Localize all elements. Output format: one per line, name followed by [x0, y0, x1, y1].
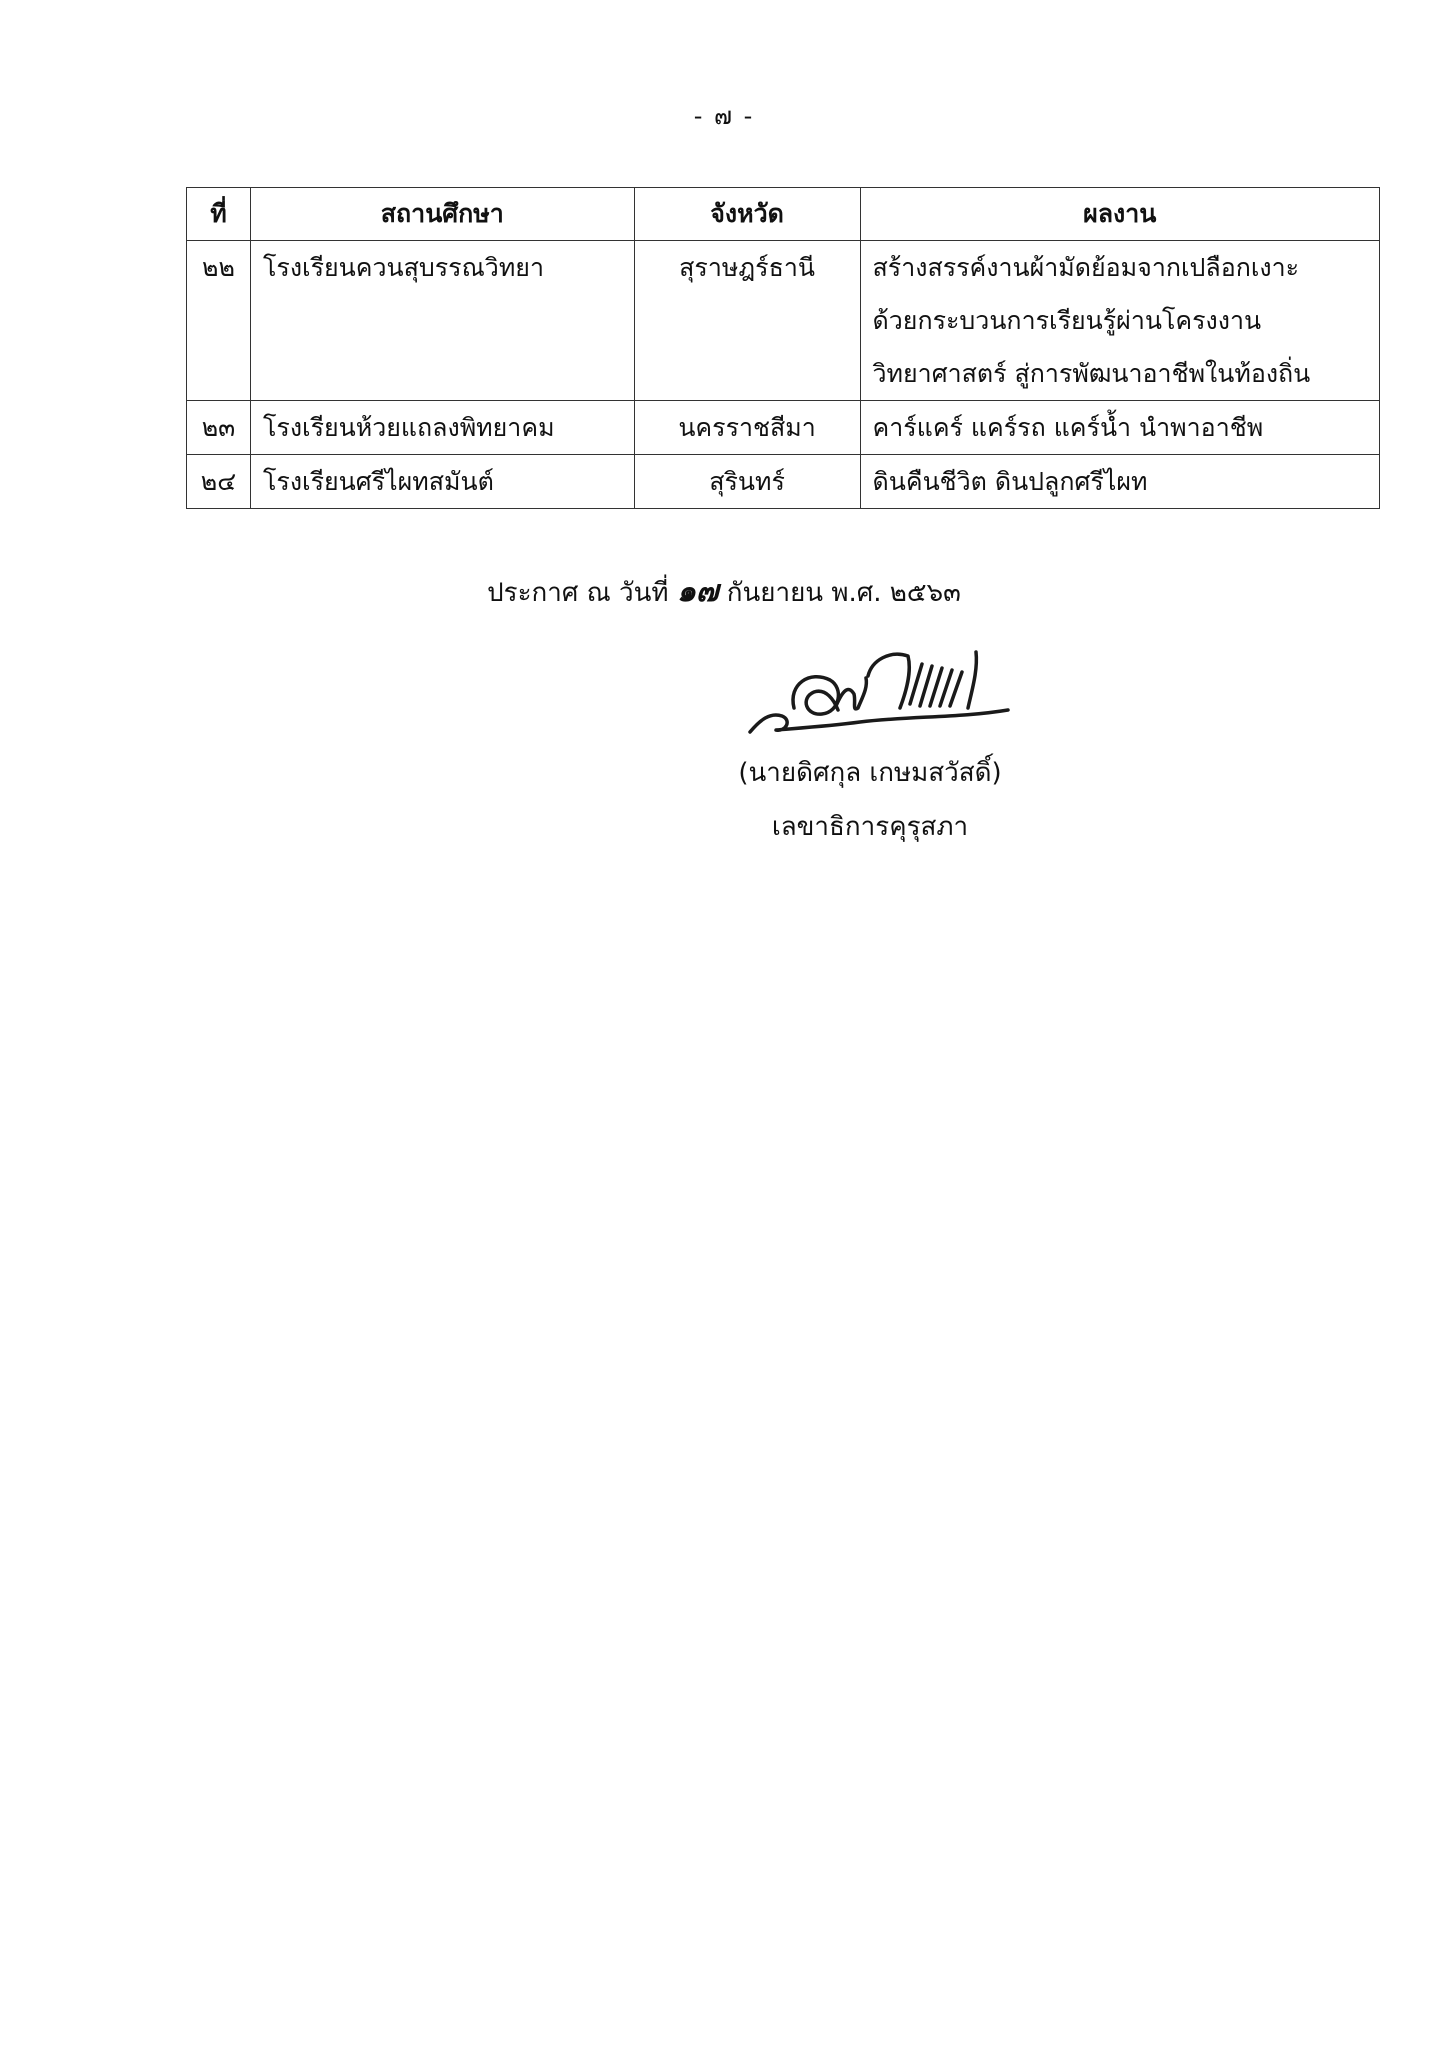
header-school: สถานศึกษา	[250, 188, 634, 241]
row-number: ๒๔	[187, 455, 251, 509]
table-row	[187, 455, 1380, 509]
table-row	[187, 241, 1380, 401]
page-number: - ๗ -	[693, 102, 755, 130]
signature-image	[740, 640, 1020, 740]
province: สุราษฎร์ธานี	[634, 241, 860, 401]
header-no: ที่	[187, 188, 251, 241]
announcement-date	[0, 568, 1448, 615]
work-line: ด้วยกระบวนการเรียนรู้ผ่านโครงงาน	[872, 306, 1262, 335]
signer-title: เลขาธิการคุรุสภา	[771, 812, 969, 842]
announcement-prefix: ประกาศ ณ วันที่	[487, 578, 669, 608]
work-title	[860, 241, 1379, 401]
results-table	[186, 187, 1380, 509]
work-line: สร้างสรรค์งานผ้ามัดย้อมจากเปลือกเงาะ	[872, 253, 1300, 282]
work-title	[860, 401, 1379, 455]
signer-name: (นายดิศกุล เกษมสวัสดิ์)	[738, 758, 1002, 788]
work-line: ดินคืนชีวิต ดินปลูกศรีไผท	[872, 467, 1148, 496]
province: สุรินทร์	[634, 455, 860, 509]
province: นครราชสีมา	[634, 401, 860, 455]
work-title	[860, 455, 1379, 509]
school-name: โรงเรียนห้วยแถลงพิทยาคม	[250, 401, 634, 455]
row-number: ๒๓	[187, 401, 251, 455]
table-row	[187, 401, 1380, 455]
header-work: ผลงาน	[860, 188, 1379, 241]
school-name: โรงเรียนศรีไผทสมันต์	[250, 455, 634, 509]
announcement-day: ๑๗	[676, 574, 719, 609]
work-line: คาร์แคร์ แคร์รถ แคร์น้ำ นำพาอาชีพ	[872, 413, 1264, 442]
school-name: โรงเรียนควนสุบรรณวิทยา	[250, 241, 634, 401]
header-province: จังหวัด	[634, 188, 860, 241]
announcement-suffix: กันยายน พ.ศ. ๒๕๖๓	[726, 578, 961, 608]
work-line: วิทยาศาสตร์ สู่การพัฒนาอาชีพในท้องถิ่น	[872, 359, 1311, 388]
table-header-row	[187, 188, 1380, 241]
row-number: ๒๒	[187, 241, 251, 401]
